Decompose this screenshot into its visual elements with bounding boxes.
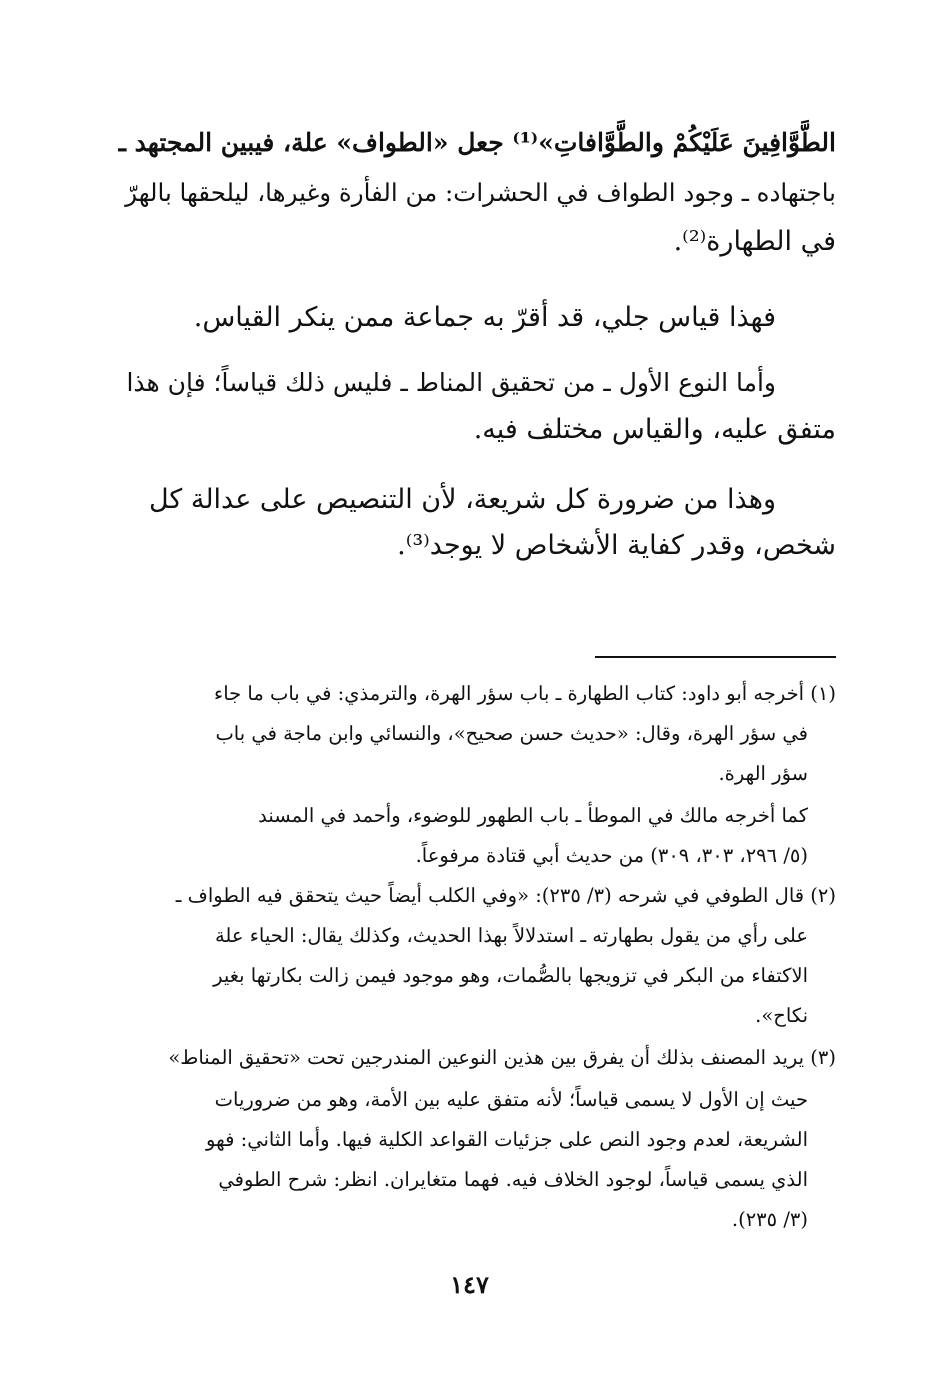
footnote-line-1: (١) أخرجه أبو داود: كتاب الطهارة ـ باب سؤر الهرة، والترمذي: في باب ما جاء bbox=[214, 682, 836, 705]
footnote-line-11: حيث إن الأول لا يسمى قياساً؛ لأنه متفق عليه بين الأمة، وهو من ضروريات bbox=[214, 1088, 808, 1111]
text-line-8: شخص، وقدر كفاية الأشخاص لا يوجد⁽³⁾. bbox=[397, 530, 836, 561]
footnote-line-10: (٣) يريد المصنف بذلك أن يفرق بين هذين النوعين المندرجين تحت «تحقيق المناط» bbox=[168, 1046, 836, 1069]
footnote-line-13: الذي يسمى قياساً، لوجود الخلاف فيه. فهما متغايران. انظر: شرح الطوفي bbox=[218, 1168, 808, 1191]
text-line-3: في الطهارة⁽²⁾. bbox=[673, 226, 836, 257]
footnote-line-14: (٣/ ٢٣٥). bbox=[731, 1208, 808, 1231]
footnote-line-12: الشريعة، لعدم وجود النص على جزئيات القواعد الكلية فيها. وأما الثاني: فهو bbox=[206, 1128, 808, 1151]
footnote-line-4: كما أخرجه مالك في الموطأ ـ باب الطهور للوضوء، وأحمد في المسند bbox=[258, 804, 808, 827]
footnote-line-8: الاكتفاء من البكر في تزويجها بالصُّمات، وهو موجود فيمن زالت بكارتها بغير bbox=[213, 964, 808, 987]
text-line-7: وهذا من ضرورة كل شريعة، لأن التنصيص على عدالة كل bbox=[148, 484, 776, 515]
footnote-line-3: سؤر الهرة. bbox=[718, 762, 808, 785]
text-line-2: باجتهاده ـ وجود الطواف في الحشرات: من الفأرة وغيرها، ليلحقها بالهرّ bbox=[125, 178, 836, 207]
footnote-separator bbox=[595, 656, 836, 658]
footnote-line-6: (٢) قال الطوفي في شرحه (٣/ ٢٣٥): «وفي الكلب أيضاً حيث يتحقق فيه الطواف ـ bbox=[175, 884, 836, 907]
text-line-4: فهذا قياس جلي، قد أقرّ به جماعة ممن ينكر القياس. bbox=[193, 302, 776, 333]
footnote-line-5: (٥/ ٢٩٦، ٣٠٣، ٣٠٩) من حديث أبي قتادة مرفوعاً. bbox=[415, 844, 808, 867]
footnote-line-7: على رأي من يقول بطهارته ـ استدلالاً بهذا الحديث، وكذلك يقال: الحياء علة bbox=[214, 924, 808, 947]
text-line-6: متفق عليه، والقياس مختلف فيه. bbox=[473, 414, 836, 445]
page-number: ١٤٧ bbox=[450, 1270, 489, 1299]
footnote-line-2: في سؤر الهرة، وقال: «حديث حسن صحيح»، والنسائي وابن ماجة في باب bbox=[215, 722, 808, 745]
text-line-1: الطَّوَّافِينَ عَلَيْكُمْ والطَّوَّافاتِ»⁽¹⁾ جعل «الطواف» علة، فيبين المجتهد ـ bbox=[118, 128, 836, 157]
footnote-line-9: نكاح». bbox=[755, 1004, 808, 1027]
text-line-5: وأما النوع الأول ـ من تحقيق المناط ـ فليس ذلك قياساً؛ فإن هذا bbox=[126, 368, 776, 397]
